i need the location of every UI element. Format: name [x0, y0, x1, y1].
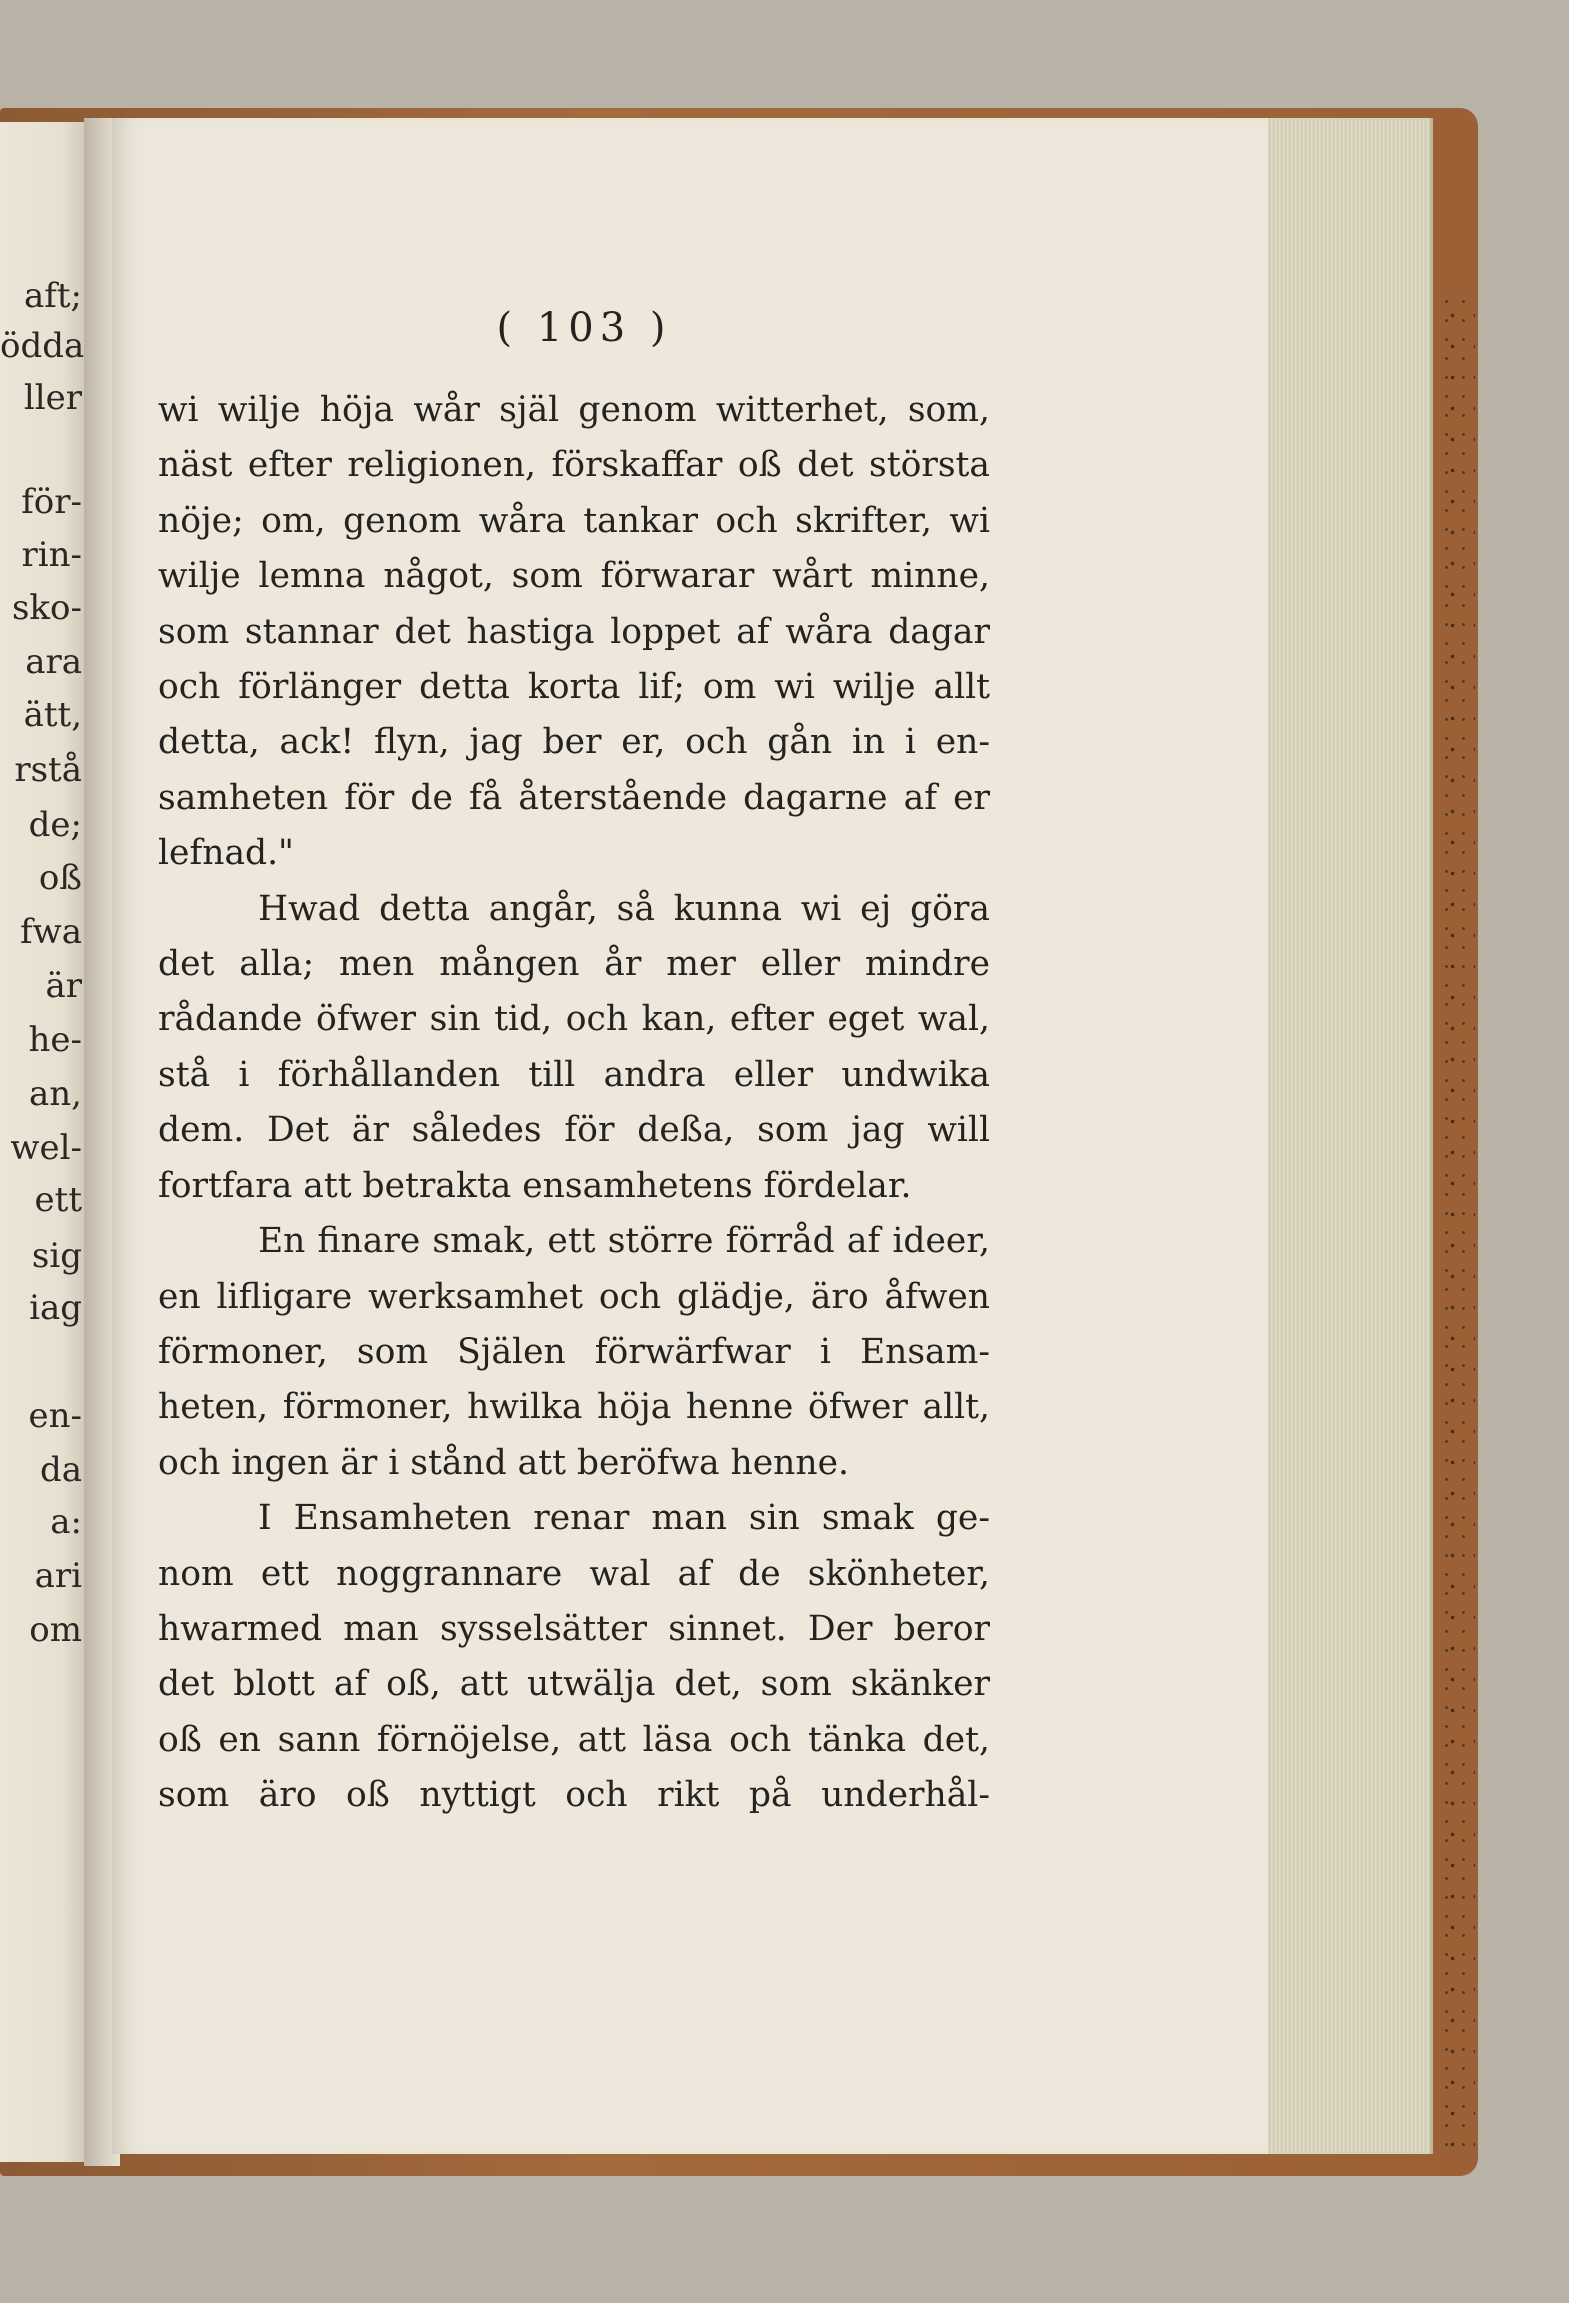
left-page-fragment: om	[29, 1610, 82, 1650]
left-page-fragment: sko-	[11, 588, 82, 628]
left-page-fragment: aft;	[24, 276, 82, 316]
text-line: I Ensamheten renar man sin smak ge-	[258, 1498, 990, 1539]
left-page-fragment: iag	[29, 1288, 82, 1328]
left-page-fragment: ödda	[0, 326, 85, 366]
text-line: detta, ack! flyn, jag ber er, och gån in i en-	[158, 722, 990, 763]
left-page-fragment: ett	[34, 1180, 82, 1220]
left-page-fragment: för-	[21, 482, 82, 522]
text-line: samheten för de få återstående dagarne af er	[158, 777, 990, 818]
text-line: nöje; om, genom wåra tankar och skrifter, wi	[158, 500, 990, 541]
text-line: en lifligare werksamhet och glädje, äro åfwen	[158, 1276, 990, 1317]
page-number: ( 103 )	[496, 305, 672, 351]
text-line: och förlänger detta korta lif; om wi wilje allt	[158, 667, 990, 708]
left-page-fragment: ller	[23, 378, 82, 418]
page-text	[158, 305, 990, 1824]
text-line: Hwad detta angår, så kunna wi ej göra	[258, 888, 990, 929]
left-page-fragment: rin-	[21, 535, 82, 575]
left-page-fragment: oß	[38, 858, 82, 898]
left-page-fragment: är	[45, 966, 82, 1006]
text-line: wilje lemna något, som förwarar wårt minne,	[158, 556, 990, 597]
left-page-fragment: he-	[28, 1020, 82, 1060]
text-line: hwarmed man sysselsätter sinnet. Der beror	[158, 1608, 990, 1649]
text-line: näst efter religionen, förskaffar oß det största	[158, 445, 990, 486]
left-page-fragment: de;	[28, 805, 82, 845]
left-page-fragment: fwa	[20, 912, 82, 952]
text-line: oß en sann förnöjelse, att läsa och tänka det,	[158, 1719, 990, 1760]
left-page-fragment: rstå	[14, 750, 82, 790]
text-line: som äro oß nyttigt och rikt på underhål-	[158, 1775, 990, 1816]
text-line: och ingen är i stånd att beröfwa henne.	[158, 1442, 849, 1483]
text-line: det alla; men mången år mer eller mindre	[158, 944, 990, 985]
text-line: nom ett noggrannare wal af de skönheter,	[158, 1553, 990, 1594]
text-line: rådande öfwer sin tid, och kan, efter eget wal,	[158, 999, 990, 1040]
left-page-fragment: sig	[31, 1236, 82, 1276]
text-line: stå i förhållanden till andra eller undwika	[158, 1054, 990, 1095]
left-page-fragment: en-	[28, 1396, 82, 1436]
left-page-fragment: wel-	[10, 1128, 82, 1168]
left-page-fragment: ara	[25, 642, 82, 682]
left-page-fragment: ätt,	[23, 695, 82, 735]
left-page-fragment: an,	[29, 1074, 82, 1114]
left-page-fragment: da	[39, 1450, 82, 1490]
text-line: fortfara att betrakta ensamhetens fördelar.	[158, 1165, 912, 1206]
left-page-fragment: ari	[34, 1556, 82, 1596]
text-line: dem. Det är således för deßa, som jag will	[158, 1110, 990, 1151]
text-line: det blott af oß, att utwälja det, som skänker	[158, 1664, 990, 1705]
text-line: lefnad."	[158, 833, 294, 874]
page-block-edges	[1268, 118, 1433, 2154]
text-line: förmoner, som Själen förwärfwar i Ensam-	[158, 1331, 990, 1372]
text-line: heten, förmoner, hwilka höja henne öfwer allt,	[158, 1387, 990, 1428]
text-line: som stannar det hastiga loppet af wåra dagar	[158, 611, 990, 652]
left-page-fragment: a:	[50, 1502, 82, 1542]
text-line: wi wilje höja wår själ genom witterhet, som,	[158, 390, 990, 430]
text-line: En finare smak, ett större förråd af ideer,	[258, 1221, 990, 1262]
left-page-edge	[0, 122, 88, 2162]
